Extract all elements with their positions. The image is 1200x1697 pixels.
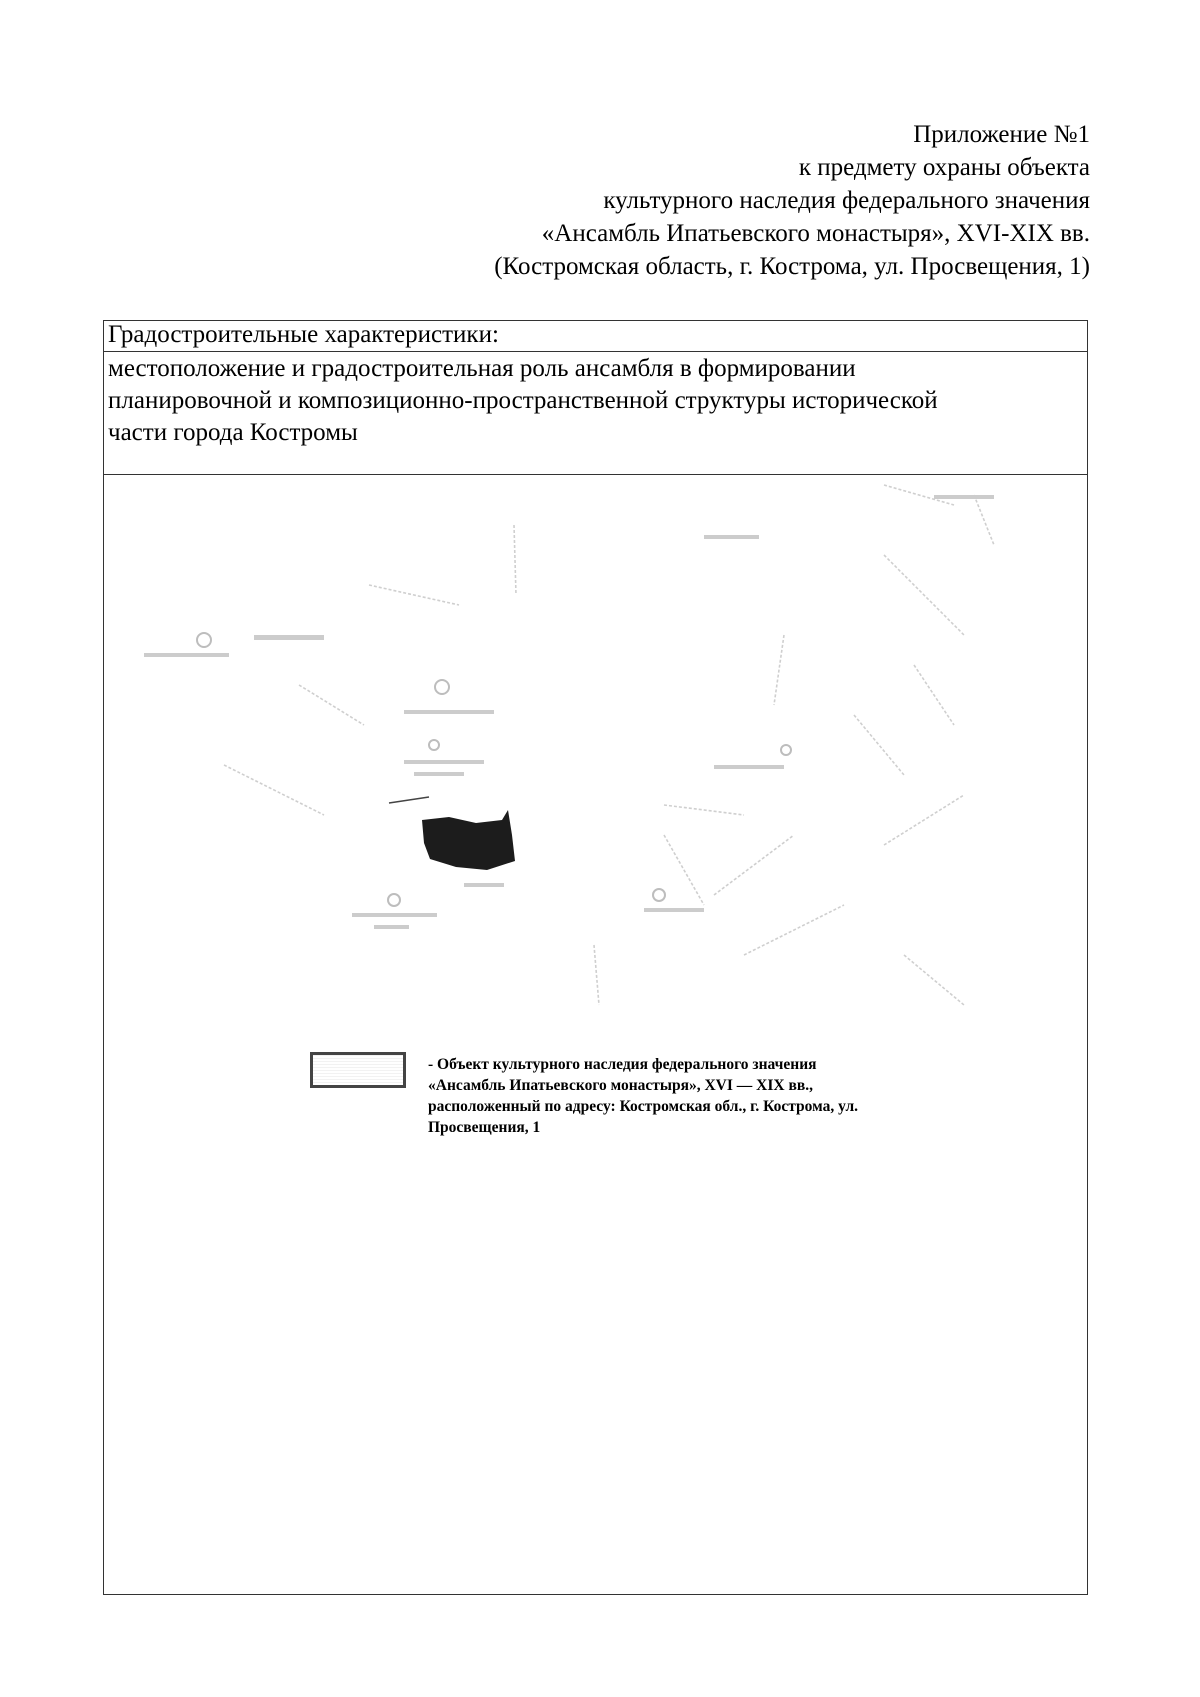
label-smudge [404, 760, 484, 764]
appendix-header [190, 118, 1090, 283]
street-line [664, 805, 744, 815]
street-line [854, 715, 904, 775]
landmark-circle [429, 740, 439, 750]
street-line [974, 495, 994, 545]
legend-description [428, 1054, 988, 1138]
object-label-leader [389, 797, 429, 803]
table-row-title: Градостроительные характеристики: [104, 321, 1087, 352]
street-line [299, 685, 364, 725]
landmark-circle [653, 889, 665, 901]
street-line [664, 835, 704, 905]
legend-symbol-box [310, 1052, 406, 1088]
label-smudge [714, 765, 784, 769]
street-line [774, 635, 784, 705]
landmark-circle [435, 680, 449, 694]
street-line [369, 585, 459, 605]
street-line [884, 555, 964, 635]
label-smudge [704, 535, 759, 539]
header-line-3: культурного наследия федерального значения [603, 187, 1090, 214]
label-smudge [374, 925, 409, 929]
street-line [514, 525, 516, 595]
faint-streets [224, 485, 994, 1005]
street-line [594, 945, 599, 1005]
header-line-5: (Костромская область, г. Кострома, ул. Просвещения, 1) [494, 253, 1090, 280]
legend-line-3: расположенный по адресу: Костромская обл., г. Кострома, ул. [428, 1098, 859, 1115]
label-smudge [644, 908, 704, 912]
label-smudge [254, 635, 324, 640]
street-line [914, 665, 954, 725]
description-line-3: части города Костромы [108, 419, 358, 446]
landmark-circle [388, 894, 400, 906]
street-line [714, 835, 794, 895]
label-smudge [144, 653, 229, 657]
street-line [744, 905, 844, 955]
monastery-object-shape [422, 810, 515, 870]
street-line [224, 765, 324, 815]
street-line [884, 795, 964, 845]
description-line-1: местоположение и градостроительная роль ансамбля в формировании [108, 355, 856, 382]
description-line-2: планировочной и композиционно-пространственной структуры исторической [108, 387, 938, 414]
characteristics-table [103, 320, 1088, 1595]
header-line-2: к предмету охраны объекта [798, 154, 1090, 181]
label-smudge [464, 883, 504, 887]
legend-line-1: - Объект культурного наследия федерального значения [428, 1056, 817, 1073]
label-smudge [404, 710, 494, 714]
label-smudge [414, 772, 464, 776]
site-map [104, 475, 1086, 1095]
street-line [904, 955, 964, 1005]
landmark-circle [197, 633, 211, 647]
legend-line-2: «Ансамбль Ипатьевского монастыря», XVI — XIX вв., [428, 1077, 813, 1094]
faint-labels [144, 495, 994, 929]
table-row-description [104, 352, 1087, 475]
landmark-circle [781, 745, 791, 755]
label-smudge [352, 913, 437, 917]
header-line-4: «Ансамбль Ипатьевского монастыря», XVI-XIX вв. [541, 220, 1090, 247]
header-line-1: Приложение №1 [913, 121, 1090, 148]
label-smudge [934, 495, 994, 499]
legend-line-4: Просвещения, 1 [428, 1119, 541, 1136]
